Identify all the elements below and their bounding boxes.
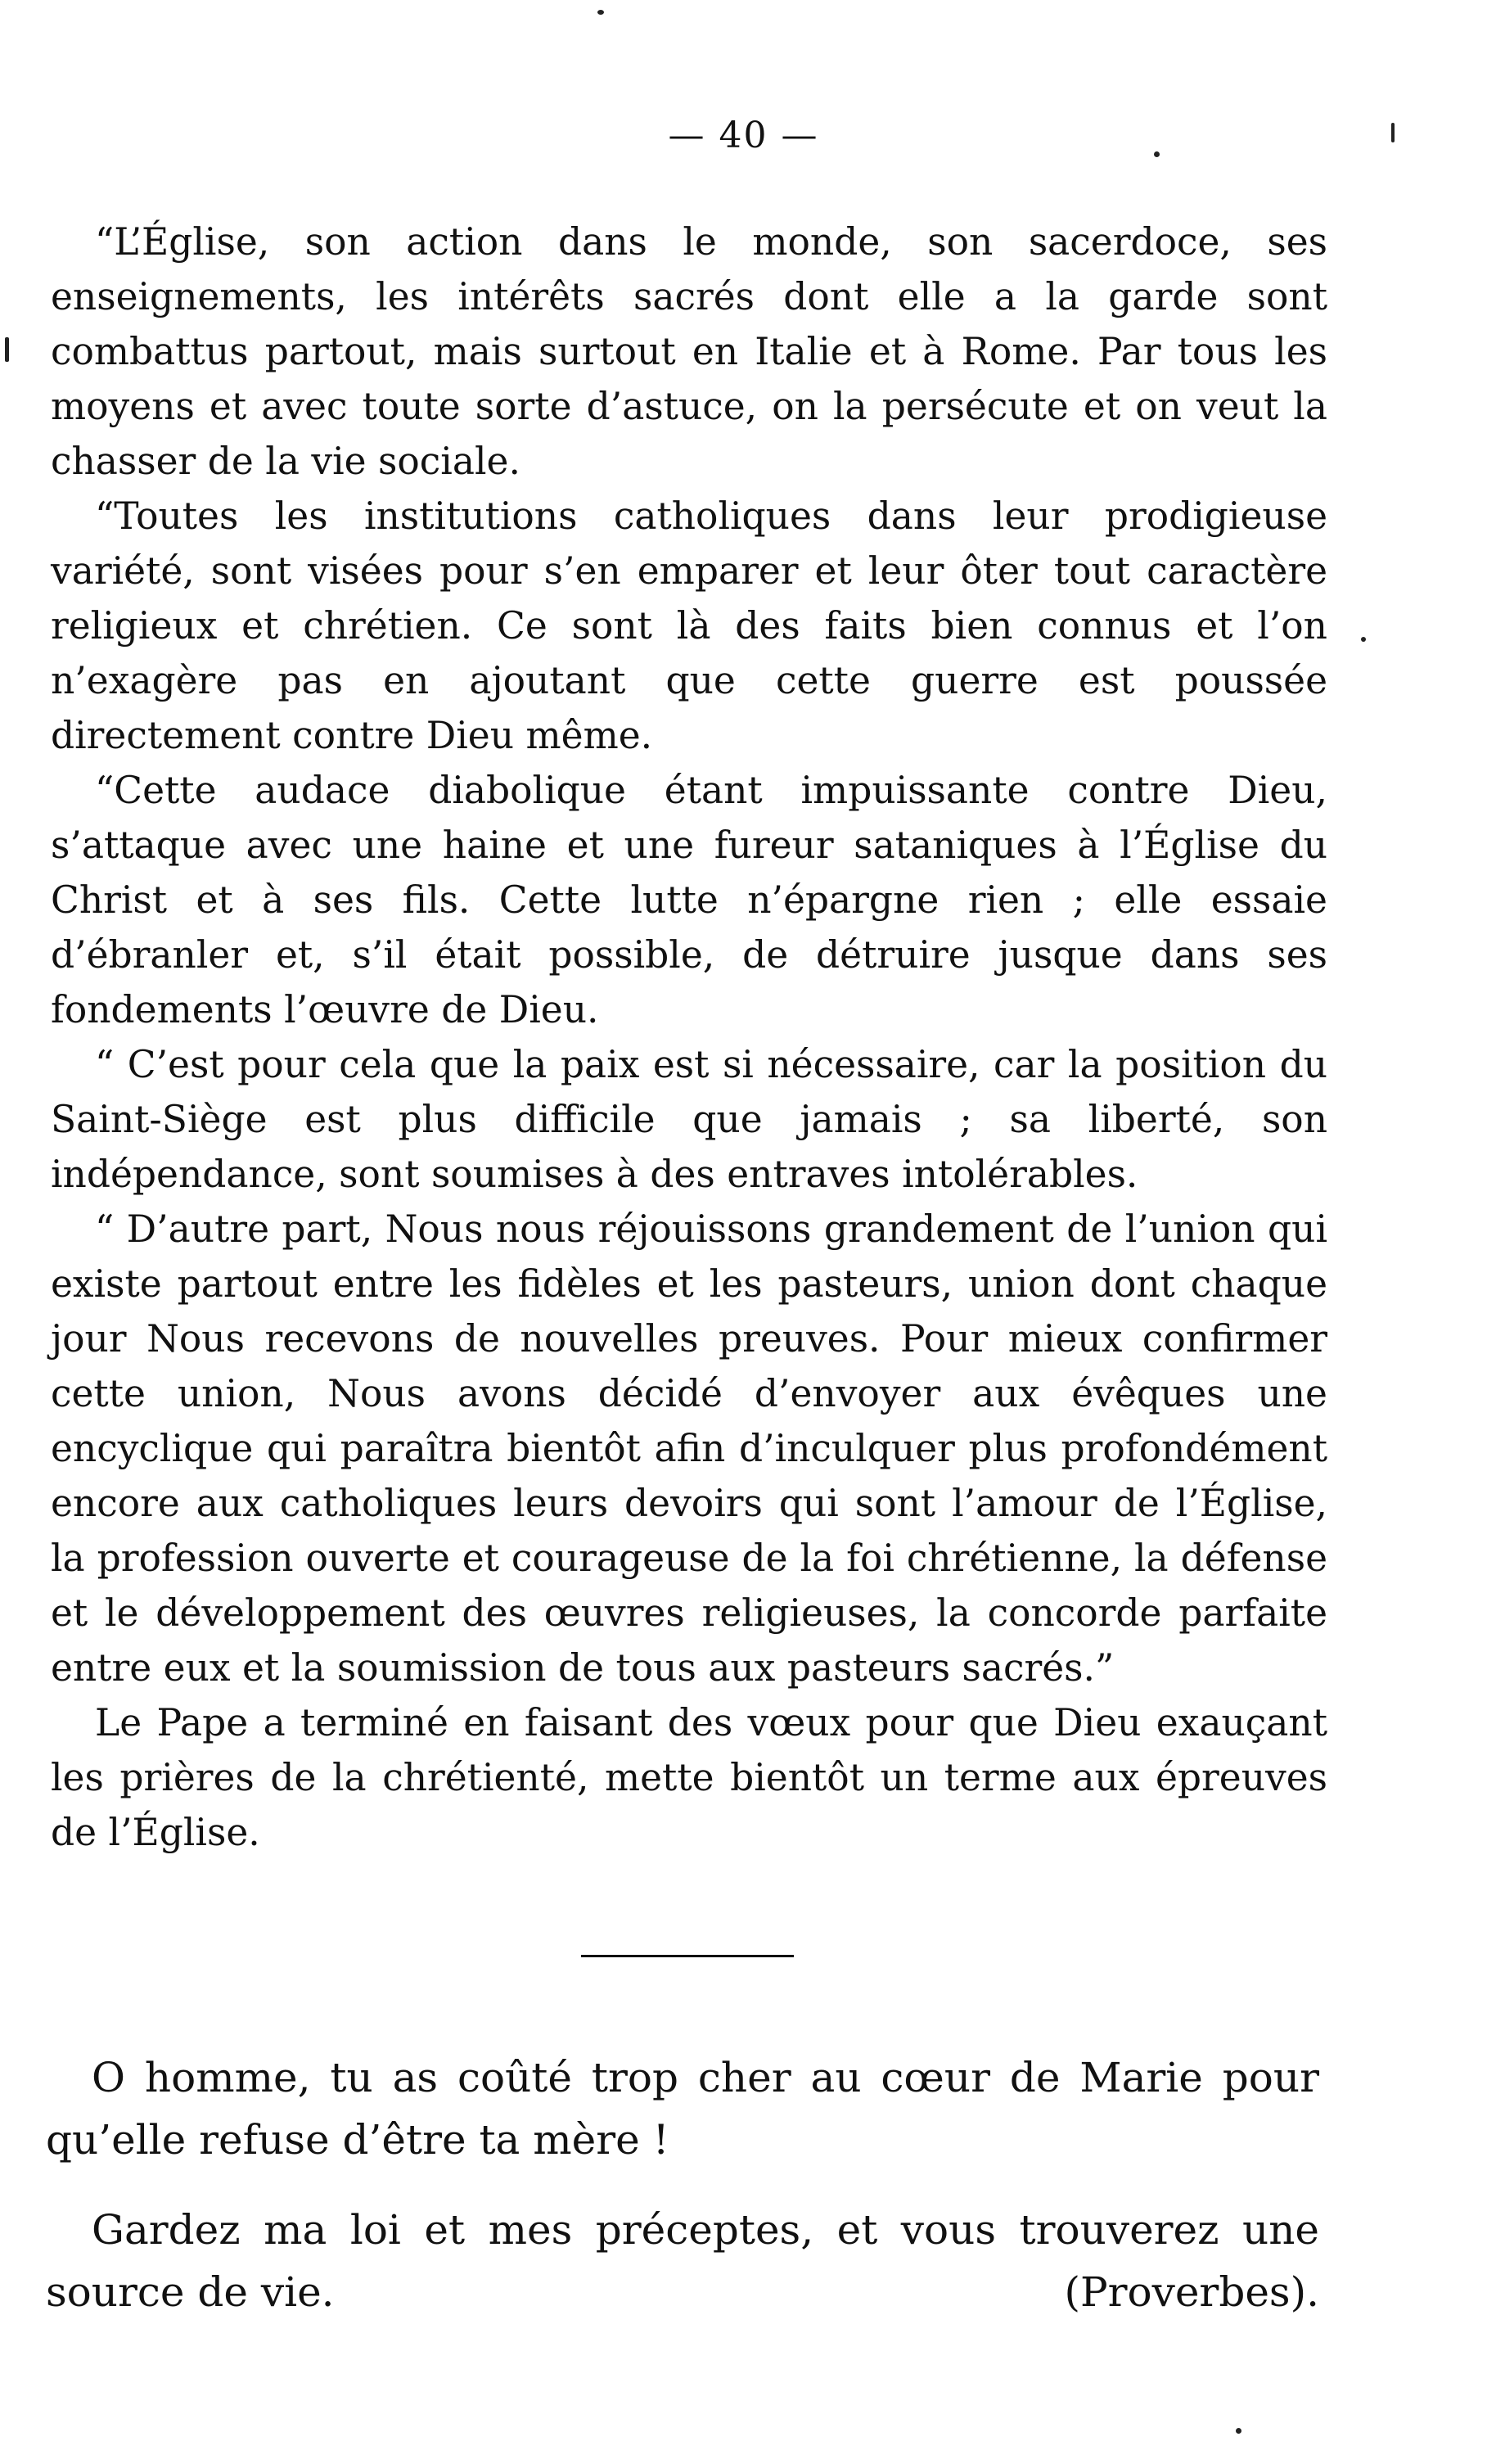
article-body — [51, 214, 1327, 1860]
paragraph-6: Le Pape a terminé en faisant des vœux pour que Dieu exauçant les prières de la chrétienté, mette bientôt un terme aux épreuves de l’Église. — [51, 1701, 1327, 1854]
scan-speck — [5, 337, 9, 362]
page-number: — 40 — — [668, 115, 819, 156]
paragraph-1: “L’Église, son action dans le monde, son sacerdoce, ses enseignements, les intérêts sacrés dont elle a la garde sont combattus partout, mais surtout en Italie et à Rome. Par tous les moyens et avec toute sorte d’astuce, on la persécute et on veut la chasser de la vie sociale. — [51, 220, 1327, 483]
scan-speck — [1391, 123, 1395, 142]
maxim-marie: O homme, tu as coûté trop cher au cœur de Marie pour qu’elle refuse d’être ta mère ! — [46, 2054, 1319, 2164]
maxim-proverbes — [46, 2199, 1319, 2323]
paragraph-3: “Cette audace diabolique étant impuissante contre Dieu, s’attaque avec une haine et une fureur sataniques à l’Église du Christ et à ses fils. Cette lutte n’épargne rien ; elle essaie d’ébranler et, s’il était possible, de détruire jusque dans ses fondements l’œuvre de Dieu. — [51, 769, 1327, 1031]
paragraph-4: “ C’est pour cela que la paix est si nécessaire, car la position du Saint-Siège est plus difficile que jamais ; sa liberté, son indépendance, sont soumises à des entraves intolérables. — [51, 1043, 1327, 1196]
maxims-block — [46, 2047, 1319, 2323]
scan-speck — [597, 10, 604, 15]
maxim-proverbes-text: Gardez ma loi et mes préceptes, et vous trouverez une source de vie. — [46, 2206, 1319, 2316]
paragraph-2: “Toutes les institutions catholiques dans leur prodigieuse variété, sont visées pour s’en emparer et leur ôter tout caractère religieux et chrétien. Ce sont là des faits bien connus et l’on n’exagère pas en ajoutant que cette guerre est poussée directement contre Dieu même. — [51, 494, 1327, 757]
scan-speck — [1154, 151, 1160, 157]
scan-speck — [1236, 2428, 1241, 2434]
section-divider — [581, 1955, 794, 1957]
scan-speck — [1361, 637, 1366, 642]
paragraph-5: “ D’autre part, Nous nous réjouissons grandement de l’union qui existe partout entre les fidèles et les pasteurs, union dont chaque jour Nous recevons de nouvelles preuves. Pour mieux confirmer cette union, Nous avons décidé d’envoyer aux évêques une encyclique qui paraîtra bientôt afin d’inculquer plus profondément encore aux catholiques leurs devoirs qui sont l’amour de l’Église, la profession ouverte et courageuse de la foi chrétienne, la défense et le développement des œuvres religieuses, la concorde parfaite entre eux et la soumission de tous aux pasteurs sacrés.” — [51, 1207, 1327, 1690]
maxim-source: (Proverbes). — [1064, 2268, 1319, 2316]
